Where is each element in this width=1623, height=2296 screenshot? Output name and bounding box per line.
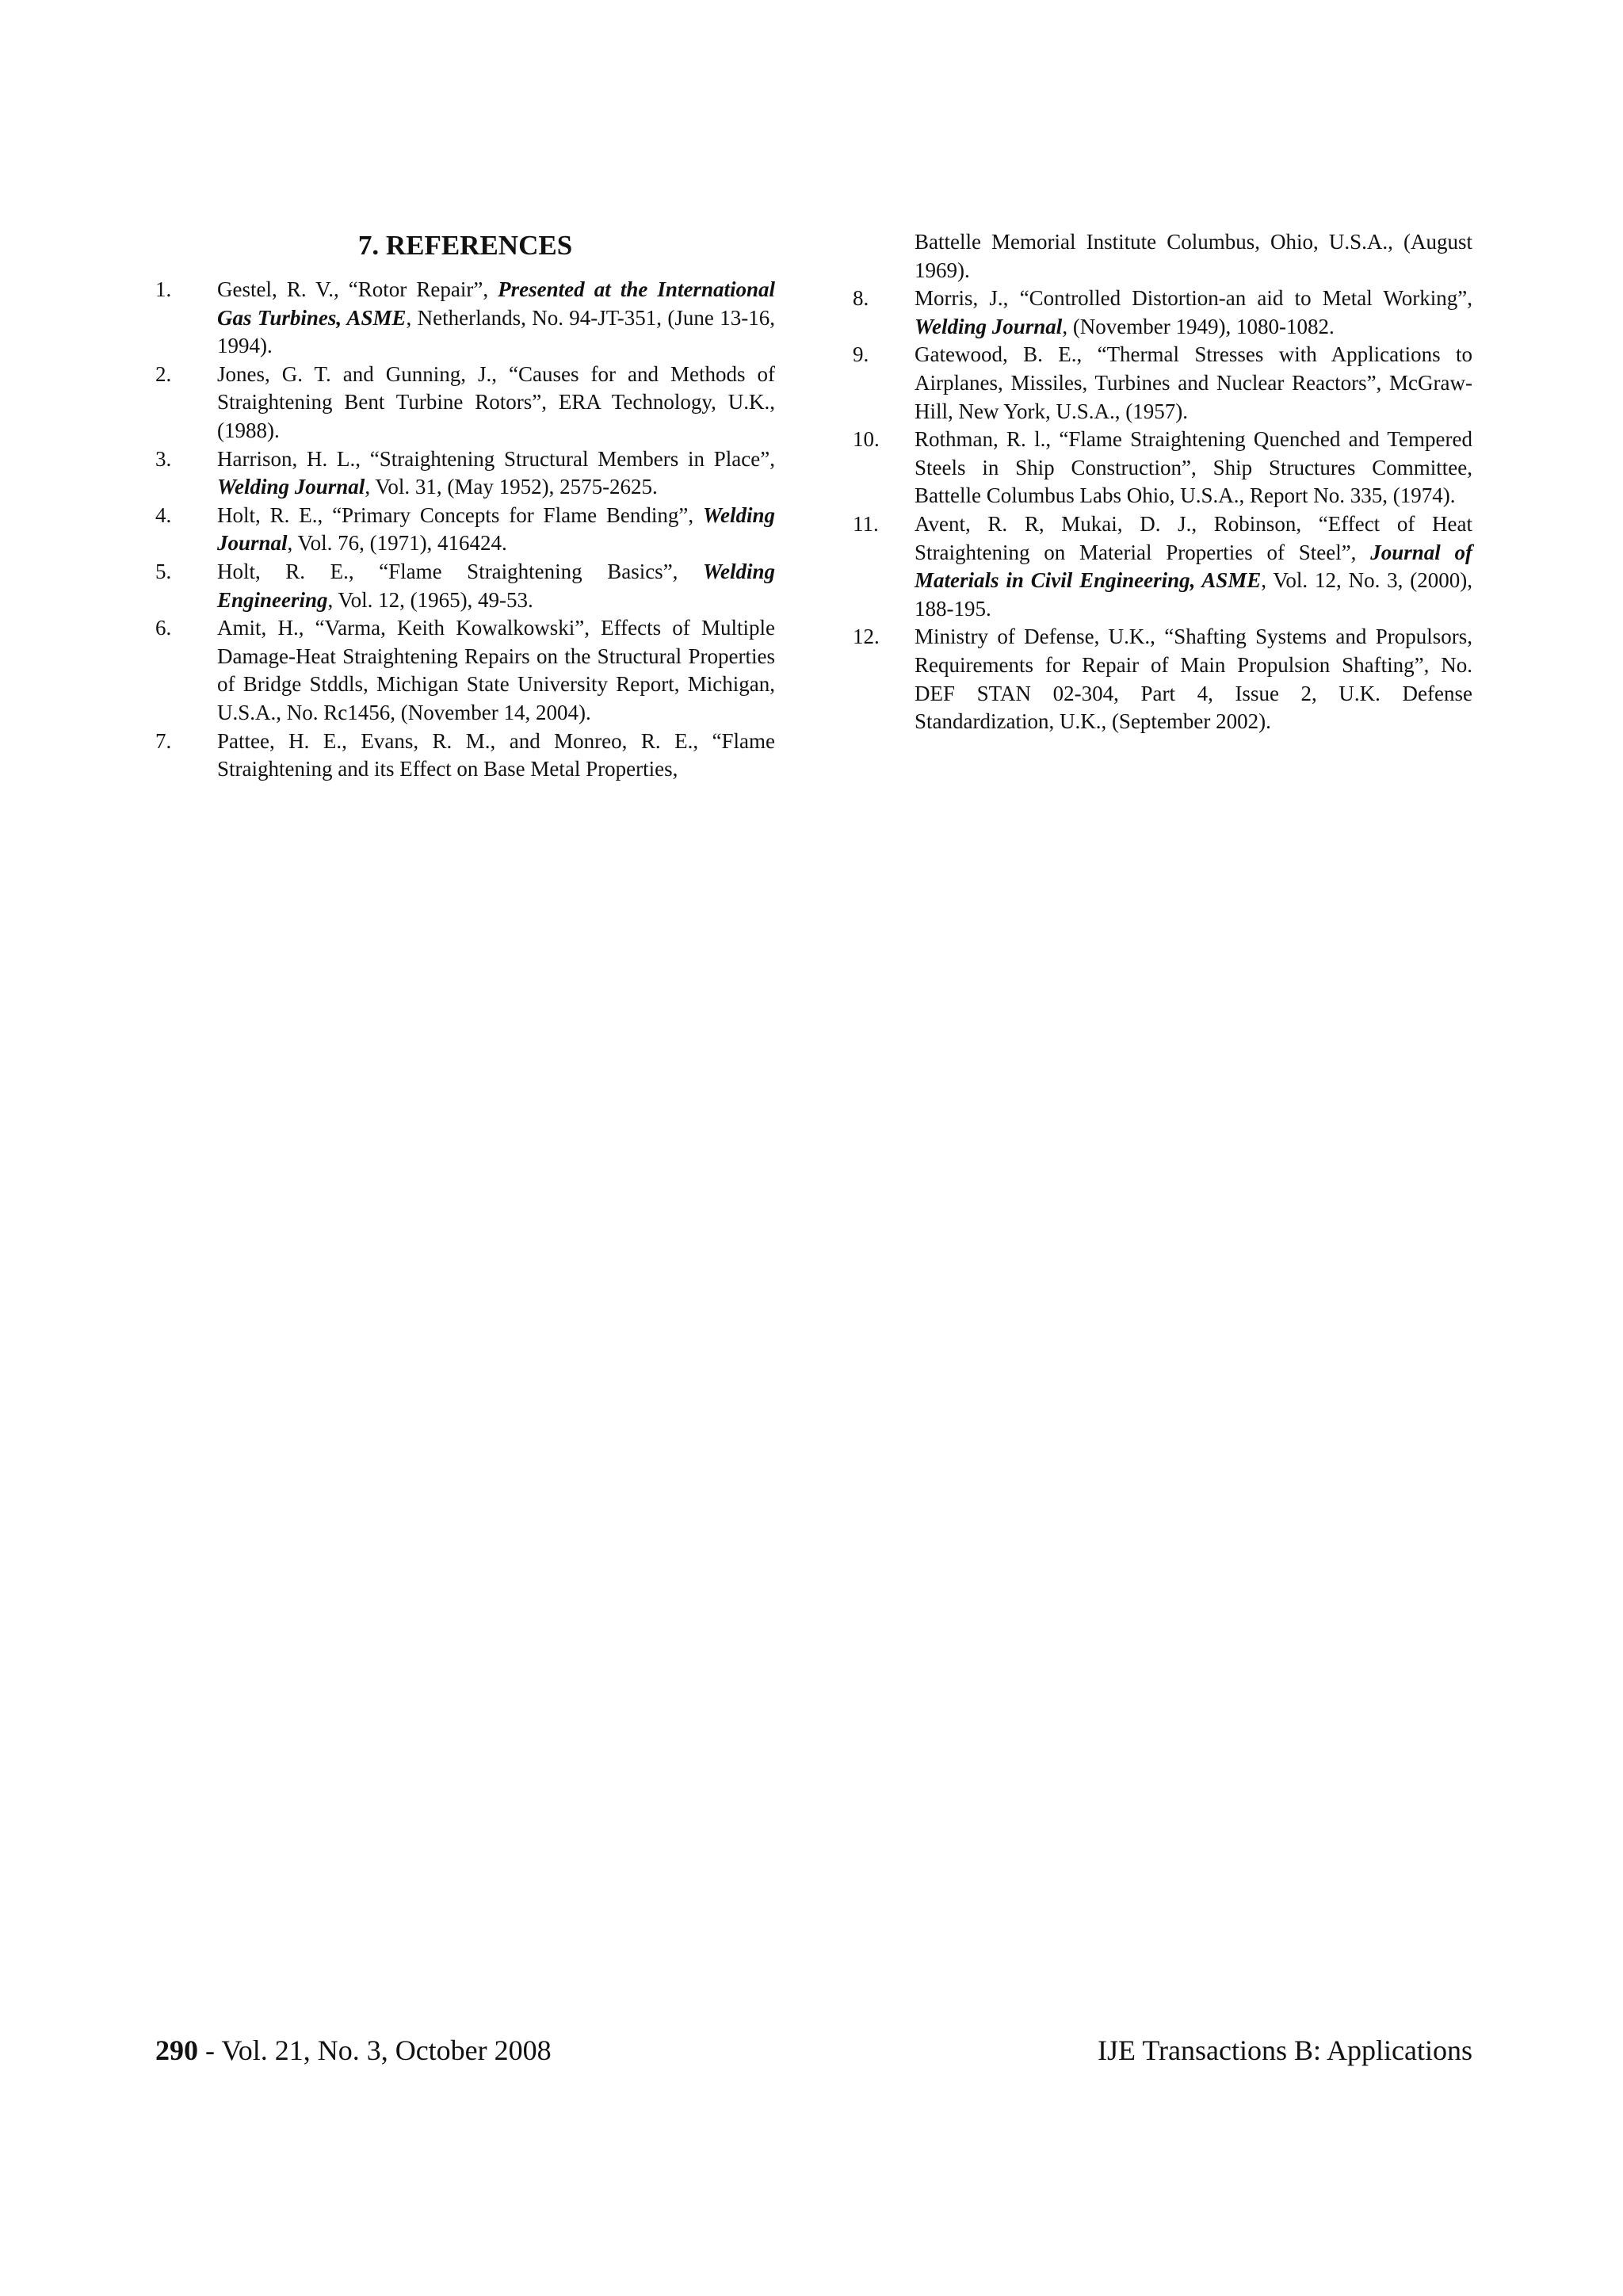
reference-item [155, 558, 775, 614]
footer-left [155, 2033, 552, 2068]
reference-text: Gatewood, B. E., “Thermal Stresses with Applications to Airplanes, Missiles, Turbines and Nuclear Reactors”, McGraw-Hill, New York, U.S.A., (1957). [915, 342, 1472, 423]
reference-source: Welding Journal [217, 475, 365, 499]
left-column [155, 228, 775, 784]
reference-item [155, 502, 775, 558]
reference-text: Rothman, R. l., “Flame Straightening Quenched and Tempered Steels in Ship Construction”, Ship Structures Committee, Battelle Columbus Labs Ohio, U.S.A., Report No. 335, (1974). [915, 427, 1472, 508]
reference-text: Holt, R. E., “Primary Concepts for Flame Bending”, [217, 502, 703, 527]
reference-text: Ministry of Defense, U.K., “Shafting Systems and Propulsors, Requirements for Repair of Main Propulsion Shafting”, No. DEF STAN 02-304, Part 4, Issue 2, U.K. Defense Standardization, U.K., (September 2002). [915, 625, 1472, 734]
reference-source: Presented at the International Gas Turbines, ASME [217, 277, 775, 330]
reference-text: Avent, R. R, Mukai, D. J., Robinson, “Effect of Heat Straightening on Material Properties of Steel”, [915, 511, 1472, 564]
reference-number: 5. [155, 559, 172, 583]
reference-list-left [155, 276, 775, 784]
reference-item [155, 445, 775, 502]
reference-source: Welding Journal [217, 502, 775, 556]
reference-text: , Netherlands, No. 94-JT-351, (June 13-16, 1994). [217, 305, 775, 358]
section-title: 7. REFERENCES [357, 230, 573, 261]
reference-item [853, 426, 1472, 510]
reference-item [853, 285, 1472, 341]
reference-number: 10. [853, 427, 880, 452]
reference-number: 6. [155, 616, 172, 640]
reference-item [853, 341, 1472, 426]
reference-text: Harrison, H. L., “Straightening Structural Members in Place”, [217, 446, 775, 471]
reference-text: Gestel, R. V., “Rotor Repair”, [217, 277, 498, 301]
reference-item [155, 614, 775, 727]
reference-text: , Vol. 12, No. 3, (2000), 188-195. [915, 568, 1472, 621]
reference-number: 3. [155, 446, 172, 471]
reference-source: Welding Journal [915, 314, 1063, 338]
reference-number: 4. [155, 502, 172, 527]
reference-number: 2. [155, 361, 172, 386]
reference-list-right [853, 285, 1472, 736]
reference-item [155, 276, 775, 361]
journal-name: IJE Transactions B: Applications [1097, 2034, 1472, 2066]
reference-text: , (November 1949), 1080-1082. [1062, 314, 1335, 338]
reference-number: 1. [155, 277, 172, 301]
reference-number: 12. [853, 625, 880, 649]
reference-item [853, 623, 1472, 735]
reference-item [853, 510, 1472, 623]
reference-text: , Vol. 76, (1971), 416424. [287, 531, 507, 556]
reference-number: 11. [853, 511, 879, 536]
reference-text: Holt, R. E., “Flame Straightening Basics”, [217, 559, 703, 583]
right-column [853, 228, 1472, 736]
reference-number: 7. [155, 728, 172, 753]
reference-text: Amit, H., “Varma, Keith Kowalkowski”, Effects of Multiple Damage-Heat Straightening Repairs on the Structural Properties of Bridge Stddls, Michigan State University Report, Michigan, U.S.A., No. Rc1456, (November 14, 2004). [217, 616, 775, 724]
reference-7-continuation: Battelle Memorial Institute Columbus, Ohio, U.S.A., (August 1969). [915, 230, 1472, 282]
reference-item [155, 361, 775, 445]
reference-text: Morris, J., “Controlled Distortion-an aid to Metal Working”, [915, 286, 1472, 311]
issue-info: - Vol. 21, No. 3, October 2008 [198, 2034, 552, 2066]
page-number: 290 [155, 2034, 198, 2066]
reference-number: 8. [853, 286, 869, 311]
reference-item [155, 728, 775, 784]
reference-text: Jones, G. T. and Gunning, J., “Causes for and Methods of Straightening Bent Turbine Rotors”, ERA Technology, U.K., (1988). [217, 361, 775, 442]
reference-source: Journal of Materials in Civil Engineering, ASME [915, 540, 1472, 593]
reference-number: 9. [853, 342, 869, 367]
reference-text: , Vol. 12, (1965), 49-53. [327, 587, 533, 612]
reference-text: , Vol. 31, (May 1952), 2575-2625. [365, 475, 658, 499]
reference-text: Pattee, H. E., Evans, R. M., and Monreo, R. E., “Flame Straightening and its Effect on Base Metal Properties, [217, 728, 775, 781]
reference-source: Welding Engineering [217, 559, 775, 612]
